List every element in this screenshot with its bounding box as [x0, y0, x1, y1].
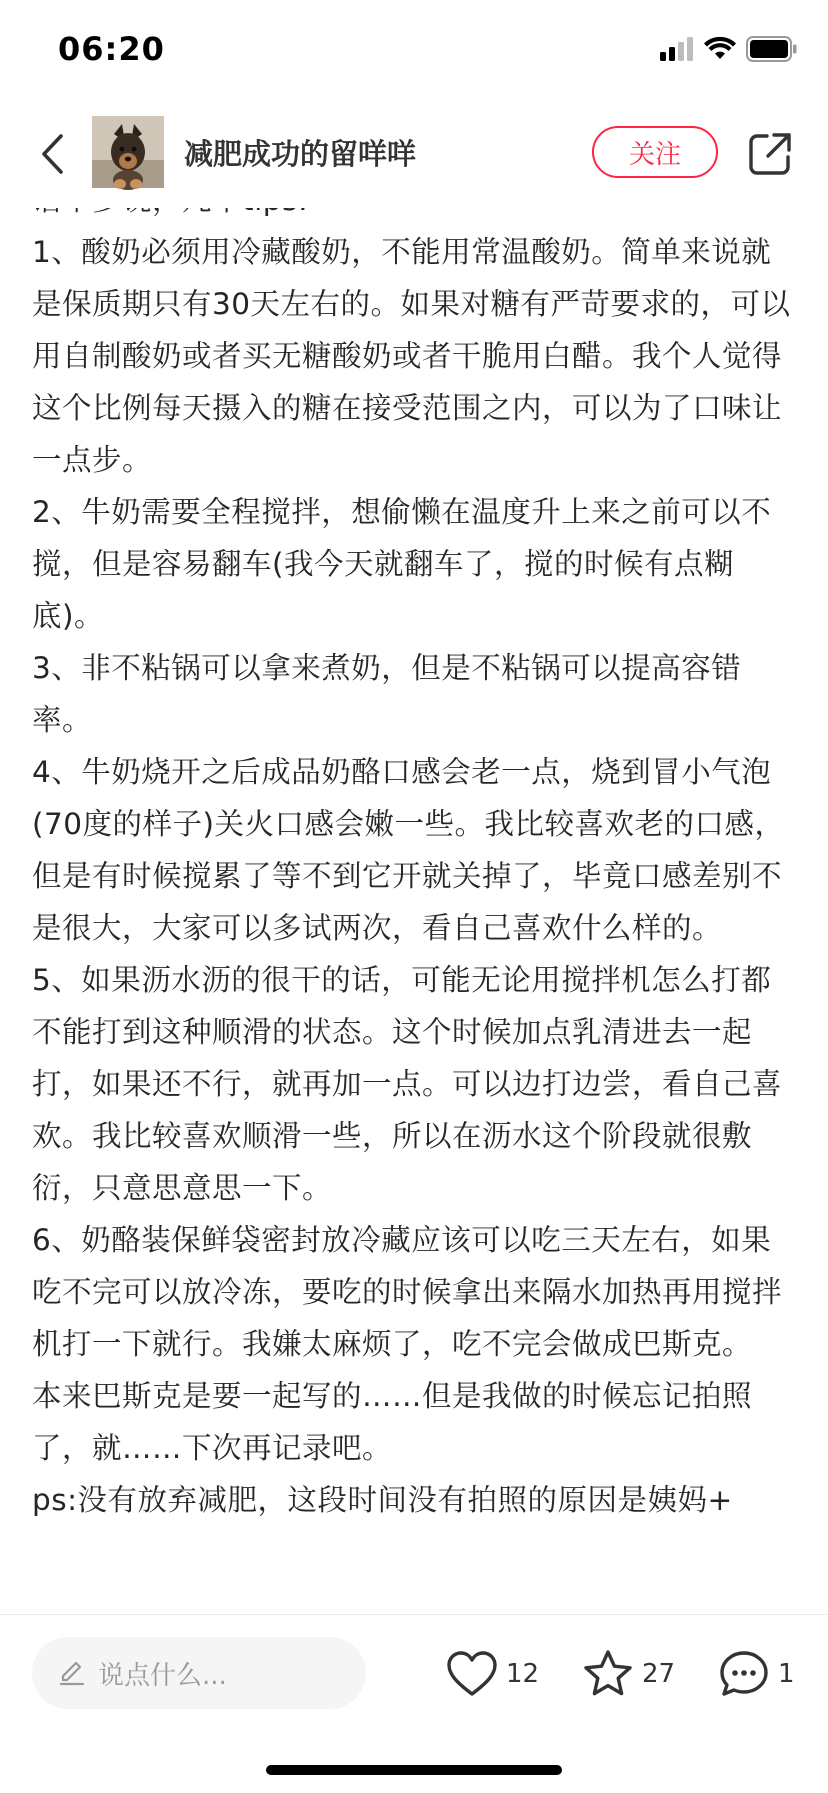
chevron-left-icon: [39, 133, 65, 175]
post-paragraph: 1、酸奶必须用冷藏酸奶，不能用常温酸奶。简单来说就是保质期只有30天左右的。如果对糖有严苛要求的，可以用自制酸奶或者买无糖酸奶或者干脆用白醋。我个人觉得这个比例每天摄入的糖在接受范围之内，可以为了口味让一点步。: [32, 235, 791, 477]
wifi-icon: [704, 37, 736, 61]
share-icon: [746, 130, 794, 178]
post-paragraph: 4、牛奶烧开之后成品奶酪口感会老一点，烧到冒小气泡(70度的样子)关火口感会嫩一些。我比较喜欢老的口感，但是有时候搅累了等不到它开就关掉了，毕竟口感差别不是很大，大家可以多试两次，看自己喜欢什么样的。: [32, 755, 785, 945]
post-content[interactable]: [0, 208, 828, 1614]
comment-input[interactable]: [32, 1637, 366, 1709]
like-button[interactable]: [446, 1647, 539, 1701]
star-icon: [582, 1649, 634, 1699]
signal-icon: [660, 37, 694, 61]
battery-icon: [746, 36, 798, 62]
comment-count: 1: [778, 1659, 795, 1689]
post-paragraph: 本来巴斯克是要一起写的……但是我做的时候忘记拍照了，就……下次再记录吧。: [32, 1379, 753, 1465]
post-paragraph: 5、如果沥水沥的很干的话，可能无论用搅拌机怎么打都不能打到这种顺滑的状态。这个时候加点乳清进去一起打，如果还不行，就再加一点。可以边打边尝，看自己喜欢。我比较喜欢顺滑一些，所以在沥水这个阶段就很敷衍，只意思意思一下。: [32, 963, 783, 1205]
collect-button[interactable]: [582, 1647, 675, 1701]
comment-placeholder: 说点什么...: [98, 1660, 227, 1691]
bottom-action-bar: [0, 1614, 828, 1793]
status-bar: [0, 0, 828, 100]
pencil-icon: [58, 1659, 86, 1687]
post-paragraph: 2、牛奶需要全程搅拌，想偷懒在温度升上来之前可以不搅，但是容易翻车(我今天就翻车了，搅的时候有点糊底)。: [32, 495, 772, 633]
avatar[interactable]: [92, 116, 164, 188]
back-button[interactable]: [28, 128, 76, 180]
post-paragraph: ps:没有放弃减肥，这段时间没有拍照的原因是姨妈+: [32, 1483, 733, 1517]
home-indicator[interactable]: [266, 1765, 562, 1775]
status-icons: [660, 36, 798, 62]
post-paragraph: 6、奶酪装保鲜袋密封放冷藏应该可以吃三天左右，如果吃不完可以放冷冻，要吃的时候拿出来隔水加热再用搅拌机打一下就行。我嫌太麻烦了，吃不完会做成巴斯克。: [32, 1223, 783, 1361]
status-time: 06:20: [58, 30, 165, 68]
post-header: [0, 100, 828, 208]
heart-icon: [446, 1650, 498, 1698]
follow-button[interactable]: 关注: [592, 126, 718, 178]
like-count: 12: [506, 1659, 540, 1689]
comment-button[interactable]: [718, 1647, 795, 1701]
share-button[interactable]: [746, 130, 794, 178]
post-paragraph: 3、非不粘锅可以拿来煮奶，但是不粘锅可以提高容错率。: [32, 651, 742, 737]
post-text: [32, 174, 796, 1526]
puppy-avatar-image: [92, 116, 164, 188]
author-name[interactable]: 减肥成功的留咩咩: [184, 137, 417, 171]
chat-bubble-icon: [718, 1649, 770, 1699]
collect-count: 27: [642, 1659, 676, 1689]
